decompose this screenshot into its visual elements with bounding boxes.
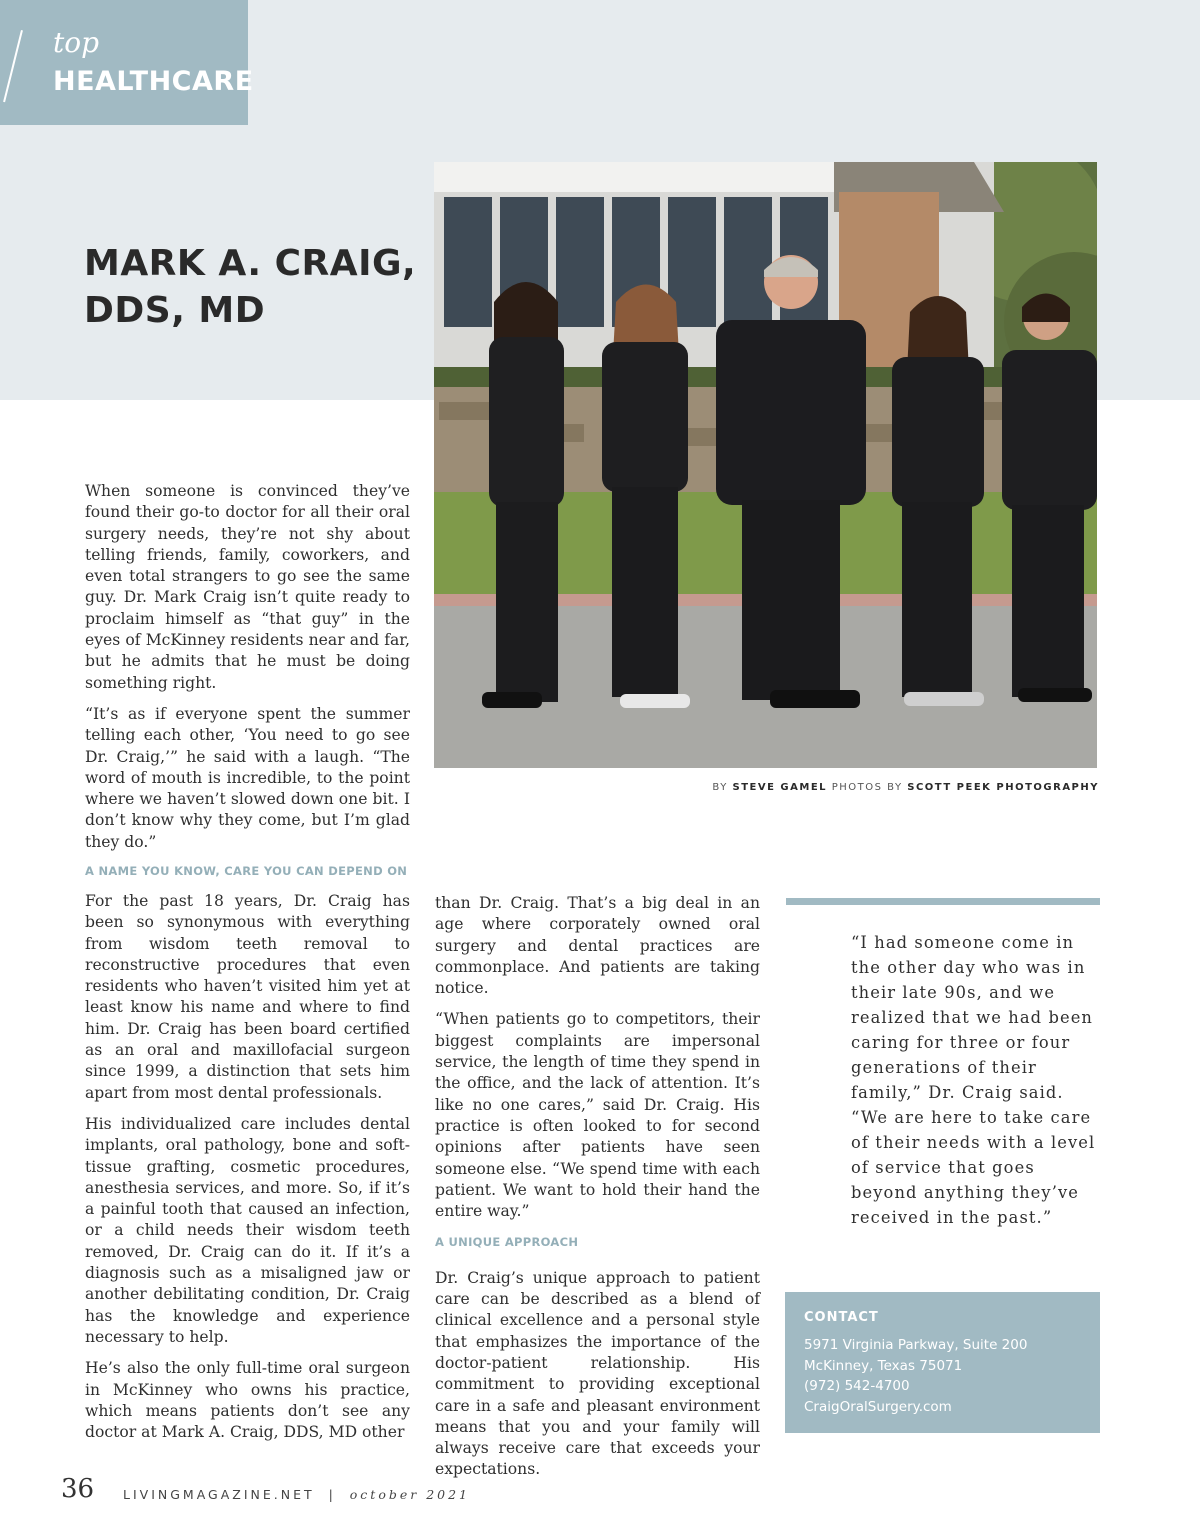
contact-box: [785, 1292, 1100, 1433]
subhead-unique-approach: A UNIQUE APPROACH: [435, 1235, 579, 1250]
credit-writer: STEVE GAMEL: [732, 782, 828, 793]
paragraph: “When patients go to competitors, their biggest complaints are impersonal service, the length of time they spend in the office, and the lack of attention. It’s like no one cares,” said Dr. Craig. His practice is often looked to for second opinions after patients have seen someone else. “We spend time with each patient. We want to hold their hand the entire way.”: [435, 1010, 760, 1221]
slash-divider: [3, 30, 23, 102]
credit-by-label: BY: [712, 782, 728, 793]
paragraph: For the past 18 years, Dr. Craig has been so synonymous with everything from wisdom teeth removal to reconstructive procedures that even residents who haven’t visited him yet at least know his name and where to find him. Dr. Craig has been board certified as an oral and maxillofacial surgeon since 1999, a distinction that sets him apart from most dental professionals.: [85, 892, 410, 1102]
contact-phone: (972) 542-4700: [804, 1378, 910, 1394]
column-1-bottom: [85, 891, 410, 1453]
footer-separator: |: [328, 1487, 336, 1502]
paragraph: “It’s as if everyone spent the summer telling each other, ‘You need to go see Dr. Craig,’” he said with a laugh. “The word of mouth is incredible, to the point where we haven’t slowed down one bit. I don’t know why they come, but I’m glad they do.”: [85, 704, 410, 851]
page-number: 36: [61, 1474, 95, 1504]
pull-quote: “I had someone come in the other day who was in their late 90s, and we realized that we had been caring for three or four generations of their family,” Dr. Craig said. “We are here to take care of their needs with a level of service that goes beyond anything they’ve received in the past.”: [851, 933, 1096, 1227]
section-tag-top: top: [53, 26, 100, 59]
contact-title: CONTACT: [804, 1310, 879, 1325]
contact-address-1: 5971 Virginia Parkway, Suite 200: [804, 1337, 1028, 1353]
contact-address-2: McKinney, Texas 75071: [804, 1358, 963, 1374]
pull-quote-rule: [786, 898, 1100, 905]
paragraph: When someone is convinced they’ve found their go-to doctor for all their oral surgery needs, they’re not shy about telling friends, family, coworkers, and even total strangers to go see the same guy. Dr. Mark Craig isn’t quite ready to proclaim himself as “that guy” in the eyes of McKinney residents near and far, but he admits that he must be doing something right.: [85, 482, 410, 692]
column-1-top: [85, 481, 410, 863]
paragraph: His individualized care includes dental implants, oral pathology, bone and soft-tissue grafting, cosmetic procedures, anesthesia services, and more. So, if it’s a painful tooth that caused an infection, or a child needs their wisdom teeth removed, Dr. Craig can do it. If it’s a diagnosis such as a misaligned jaw or another debilitating condition, Dr. Craig has the knowledge and experience necessary to help.: [85, 1114, 410, 1346]
photo-credit: [600, 782, 1099, 793]
article-headline: [84, 240, 424, 334]
footer-site[interactable]: LIVINGMAGAZINE.NET: [123, 1487, 315, 1502]
credit-photographer: SCOTT PEEK PHOTOGRAPHY: [907, 782, 1099, 793]
headline-line-2: DDS, MD: [84, 290, 266, 331]
column-2: [435, 893, 760, 1491]
paragraph: than Dr. Craig. That’s a big deal in an age where corporately owned oral surgery and dental practices are commonplace. And patients are taking notice.: [435, 894, 760, 998]
footer-issue: october 2021: [349, 1487, 471, 1502]
section-tag-main: HEALTHCARE: [53, 66, 254, 97]
section-tag: [0, 0, 254, 125]
headline-line-1: MARK A. CRAIG,: [84, 243, 417, 284]
page-footer: [123, 1487, 470, 1502]
paragraph: He’s also the only full-time oral surgeon in McKinney who owns his practice, which means patients don’t see any doctor at Mark A. Craig, DDS, MD other: [85, 1359, 410, 1442]
team-photo: [434, 162, 1097, 768]
paragraph: Dr. Craig’s unique approach to patient care can be described as a blend of clinical excellence and a personal style that emphasizes the importance of the doctor-patient relationship. His commitment to providing exceptional care in a safe and pleasant environment means that you and your family will always receive care that exceeds your expectations.: [435, 1268, 760, 1479]
subhead-name-you-know: A NAME YOU KNOW, CARE YOU CAN DEPEND ON: [85, 864, 408, 878]
contact-website[interactable]: CraigOralSurgery.com: [804, 1399, 952, 1415]
credit-photos-label: PHOTOS BY: [831, 782, 903, 793]
